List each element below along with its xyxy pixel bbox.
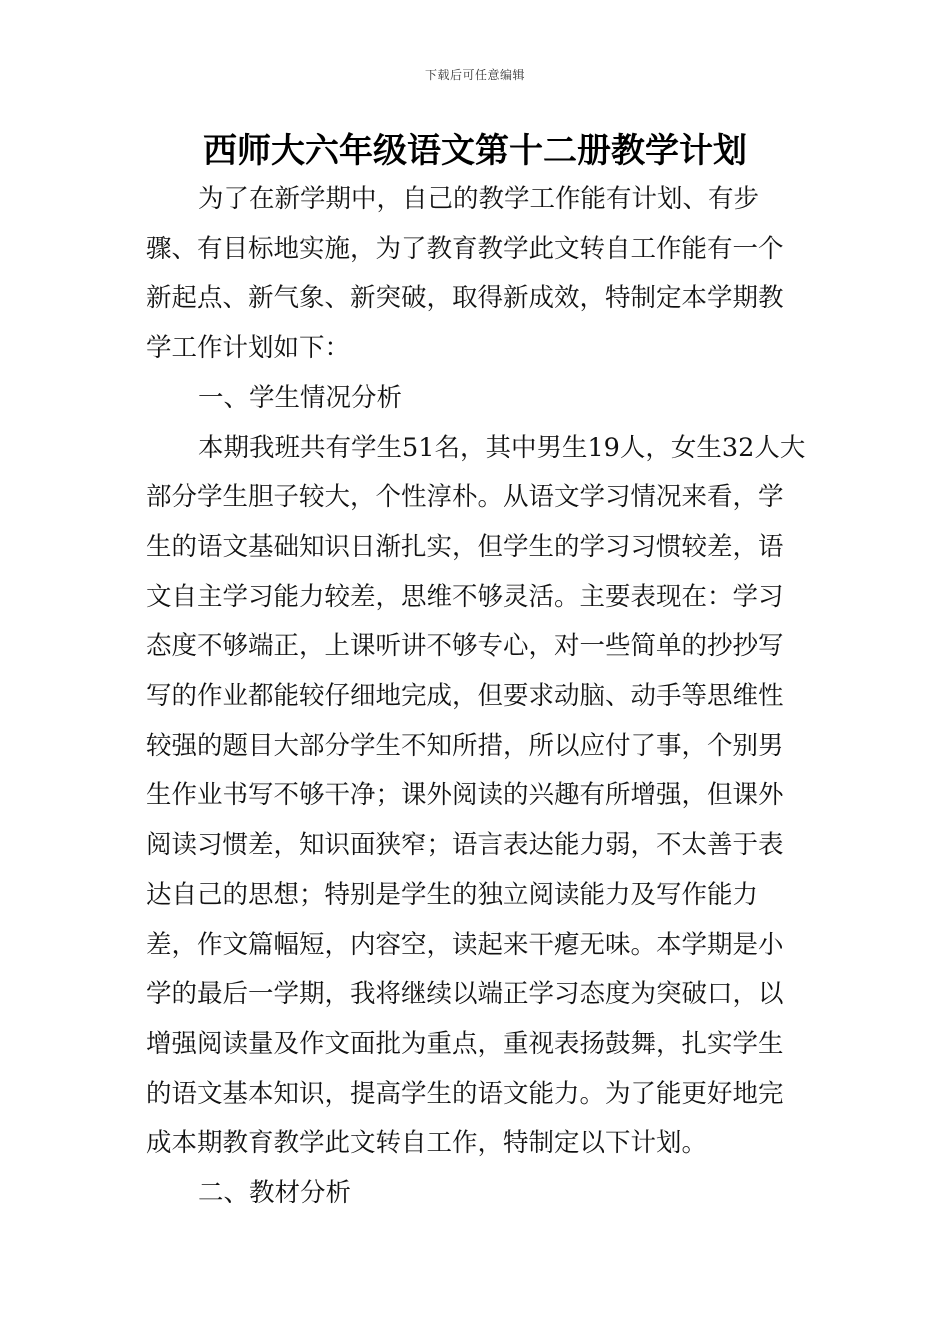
intro-paragraph: 为了在新学期中，自己的教学工作能有计划、有步骤、有目标地实施，为了教育教学此文转自工作能有一个新起点、新气象、新突破，取得新成效，特制定本学期教学工作计划如下： (146, 184, 784, 364)
header-note: 下载后可任意编辑 (424, 68, 525, 82)
section-heading-student-analysis: 一、学生情况分析 (198, 382, 403, 413)
section-heading-textbook-analysis: 二、教材分析 (198, 1178, 352, 1209)
student-analysis-paragraph: 本期我班共有学生51名，其中男生19人，女生32人大部分学生胆子较大，个性淳朴。从语文学习情况来看，学生的语文基础知识日渐扎实，但学生的学习习惯较差，语文自主学习能力较差，思维不够灵活。主要表现在：学习态度不够端正，上课听讲不够专心，对一些简单的抄抄写写的作业都能较仔细地完成，但要求动脑、动手等思维性较强的题目大部分学生不知所措，所以应付了事，个别男生作业书写不够干净；课外阅读的兴趣有所增强，但课外阅读习惯差，知识面狭窄；语言表达能力弱，不太善于表达自己的思想；特别是学生的独立阅读能力及写作能力差，作文篇幅短，内容空，读起来干瘪无味。本学期是小学的最后一学期，我将继续以端正学习态度为突破口，以增强阅读量及作文面批为重点，重视表扬鼓舞，扎实学生的语文基本知识，提高学生的语文能力。为了能更好地完成本期教育教学此文转自工作，特制定以下计划。 (146, 432, 806, 1159)
document-title: 西师大六年级语文第十二册教学计划 (203, 131, 747, 171)
document-body (146, 175, 808, 1219)
